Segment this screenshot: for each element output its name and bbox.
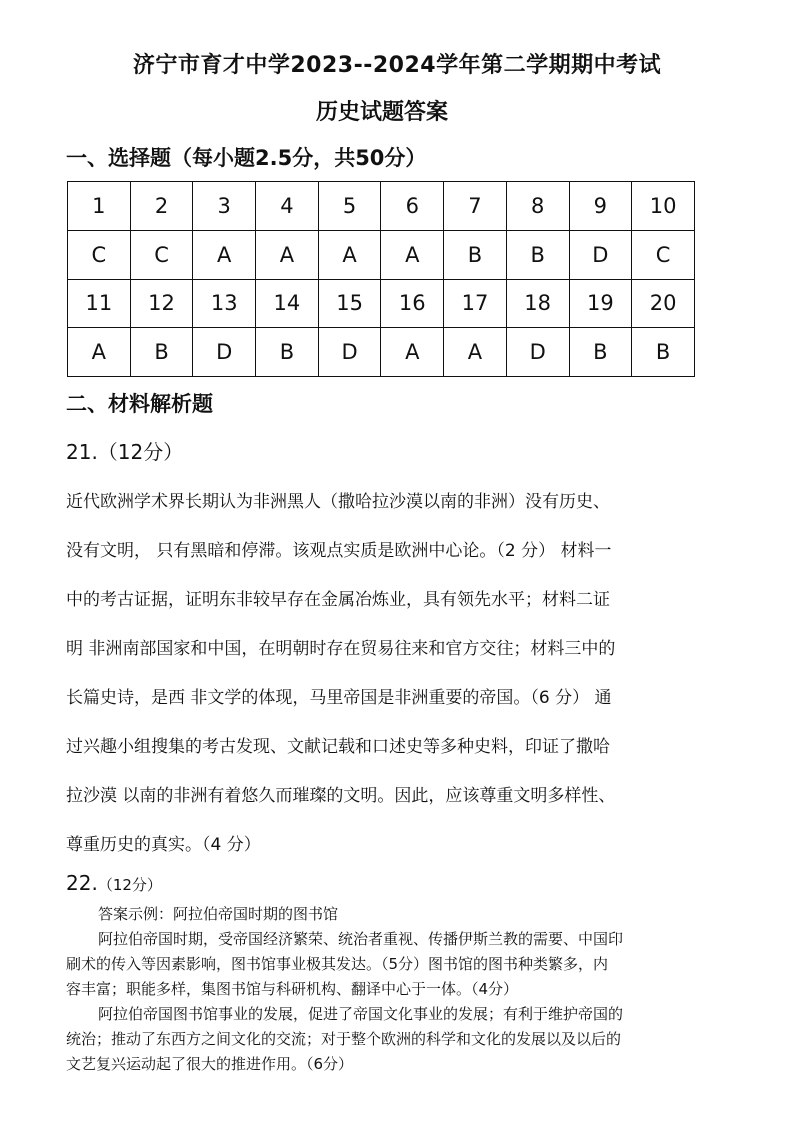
question-21-label: 21.（12分） [66, 440, 184, 464]
answer-cell: A [256, 230, 319, 279]
answer-cell: B [444, 230, 507, 279]
question-number-cell: 5 [318, 182, 381, 231]
question-number-cell: 13 [193, 279, 256, 328]
answer-line: 明 非洲南部国家和中国，在明朝时存在贸易往来和官方交往；材料三中的 [66, 639, 616, 659]
document-title: 济宁市育才中学2023--2024学年第二学期期中考试 [132, 53, 662, 78]
answer-cell: C [68, 230, 131, 279]
answer-cell: B [130, 328, 193, 377]
answer-cell: C [632, 230, 695, 279]
answer-cell: B [632, 328, 695, 377]
answer-line: 过兴趣小组搜集的考古发现、文献记载和口述史等多种史料，印证了撒哈 [66, 737, 610, 757]
question-number-cell: 1 [68, 182, 131, 231]
table-row [68, 182, 695, 231]
answer-cell: A [381, 328, 444, 377]
question-number-cell: 16 [381, 279, 444, 328]
question-number-cell: 11 [68, 279, 131, 328]
answer-cell: A [68, 328, 131, 377]
answer-cell: A [193, 230, 256, 279]
answer-line: 尊重历史的真实。（4 分） [66, 835, 261, 855]
answer-line: 中的考古证据，证明东非较早存在金属冶炼业，具有领先水平；材料二证 [66, 590, 610, 610]
question-number-cell: 6 [381, 182, 444, 231]
question-22-label [66, 871, 162, 895]
answer-cell: D [506, 328, 569, 377]
answer-cell: B [569, 328, 632, 377]
answer-line: 容丰富；职能多样，集图书馆与科研机构、翻译中心于一体。（4分） [66, 980, 519, 998]
answer-cell: A [444, 328, 507, 377]
question-number-cell: 18 [506, 279, 569, 328]
answer-cell: B [506, 230, 569, 279]
question-number-cell: 4 [256, 182, 319, 231]
answer-cell: B [256, 328, 319, 377]
question-number-cell: 8 [506, 182, 569, 231]
section-1-heading: 一、选择题（每小题2.5分，共50分） [66, 146, 427, 170]
question-number-cell: 14 [256, 279, 319, 328]
question-number-cell: 20 [632, 279, 695, 328]
answer-line: 近代欧洲学术界长期认为非洲黑人（撒哈拉沙漠以南的非洲）没有历史、 [66, 492, 610, 512]
question-number-cell: 19 [569, 279, 632, 328]
answer-line: 没有文明， 只有黑暗和停滞。该观点实质是欧洲中心论。（2 分） 材料一 [66, 541, 612, 561]
question-21-answer [66, 478, 698, 870]
question-number-cell: 15 [318, 279, 381, 328]
question-number-cell: 7 [444, 182, 507, 231]
document-subtitle: 历史试题答案 [315, 100, 448, 125]
answer-cell: D [193, 328, 256, 377]
question-number-cell: 12 [130, 279, 193, 328]
answer-line: 答案示例：阿拉伯帝国时期的图书馆 [98, 905, 339, 923]
question-number-cell: 3 [193, 182, 256, 231]
answer-line: 阿拉伯帝国图书馆事业的发展，促进了帝国文化事业的发展；有利于维护帝国的 [98, 1005, 624, 1023]
answer-table [67, 181, 695, 377]
question-22-number: 22. [66, 871, 98, 895]
answer-line: 文艺复兴运动起了很大的推进作用。（6分） [66, 1055, 354, 1073]
answer-line: 长篇史诗，是西 非文学的体现，马里帝国是非洲重要的帝国。（6 分） 通 [66, 688, 612, 708]
answer-line: 刷术的传入等因素影响，图书馆事业极其发达。（5分）图书馆的图书种类繁多，内 [66, 955, 609, 973]
question-number-cell: 17 [444, 279, 507, 328]
question-22-answer [66, 902, 706, 1077]
question-number-cell: 10 [632, 182, 695, 231]
answer-cell: A [318, 230, 381, 279]
question-22-points: （12分） [97, 876, 162, 894]
table-row [68, 230, 695, 279]
question-number-cell: 2 [130, 182, 193, 231]
table-row [68, 328, 695, 377]
answer-cell: C [130, 230, 193, 279]
answer-line: 阿拉伯帝国时期，受帝国经济繁荣、统治者重视、传播伊斯兰教的需要、中国印 [98, 930, 624, 948]
answer-cell: A [381, 230, 444, 279]
answer-cell: D [318, 328, 381, 377]
question-number-cell: 9 [569, 182, 632, 231]
answer-line: 拉沙漠 以南的非洲有着悠久而璀璨的文明。因此，应该尊重文明多样性、 [66, 786, 616, 806]
table-row [68, 279, 695, 328]
answer-line: 统治；推动了东西方之间文化的交流；对于整个欧洲的科学和文化的发展以及以后的 [66, 1030, 622, 1048]
section-2-heading: 二、材料解析题 [66, 392, 213, 416]
answer-cell: D [569, 230, 632, 279]
